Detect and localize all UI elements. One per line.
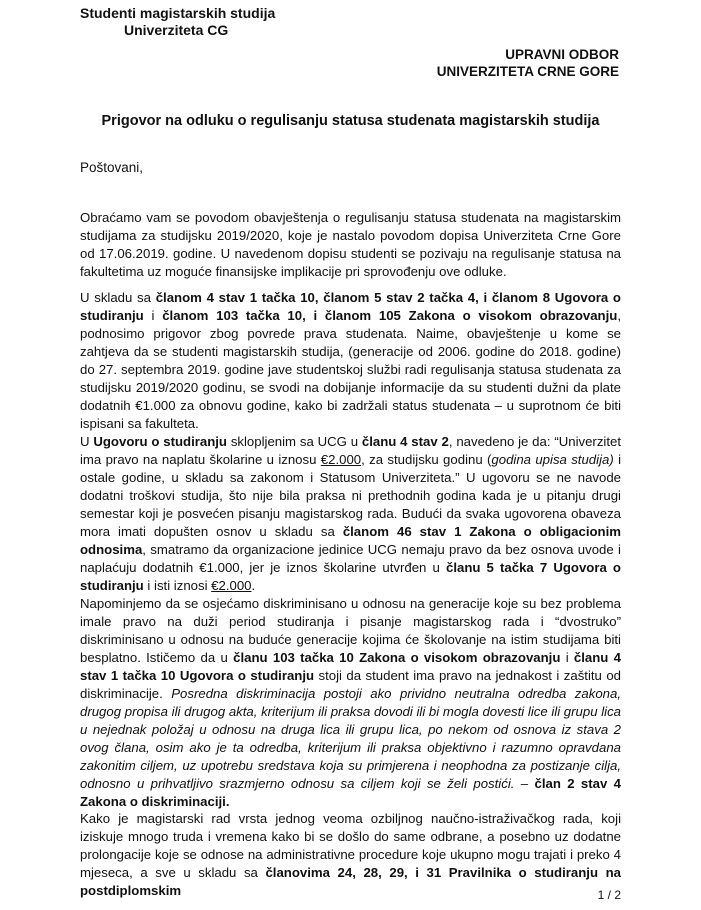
text-run: članom 46 stav 1 Zakona o obligacionim odnosima [80, 524, 621, 557]
text-run: Ugovoru o studiranju [93, 434, 227, 449]
text-run: godina upisa studija) [491, 452, 614, 467]
text-run: . [251, 578, 256, 593]
text-run: , podnosimo prigovor zbog povrede prava studenata. Naime, obavještenje u kome se zahtjeva da se studenti magistarskih studija, (generacije od 2006. godine do 2018. godine) do 27. septembra 2019. godine jave studentskoj službi radi regulisanja statusa studenata za studijsku 2019/2020 godinu, se svodi na dobijanje informacije da su studenti dužni da plate dodatnih €1.000 za obnovu godine, kako bi zadržali status studenata – u suprotnom će biti ispisani sa fakulteta. [80, 308, 621, 431]
text-run: U skladu sa [80, 290, 156, 305]
text-run: U [80, 434, 94, 449]
paragraph-3 [80, 433, 621, 595]
text-run: €2.000 [320, 452, 362, 467]
paragraph-4 [80, 595, 621, 811]
text-run: Posredna diskriminacija postoji ako prividno neutralna odredba zakona, drugog propisa ili drugog akta, kriterijum ili praksa dovodi ili bi mogla dovesti lice ili grupu lica u nejednak položaj u odnosu na druga lica ili grupu lica, po nekom od osnova iz stava 2 ovog člana, osim ako je ta odredba, kriterijum ili praksa objektivno i razumno opravdana zakonitim ciljem, uz upotrebu sredstava koja su primjerena i neophodna za postizanje cilja, odnosno u prihvatljivo srazmjerno odnosu sa ciljem koji se želi postići. [80, 686, 621, 791]
greeting: Poštovani, [80, 160, 144, 175]
text-run: članom 4 stav 1 tačka 10, članom 5 stav 2 tačka 4, i članom 8 Ugovora o studiranju [80, 290, 621, 323]
text-run: , smatramo da organizacione jedinice UCG nemaju pravo da bez osnova uvode i naplaćuju dodatnih €1.000, jer je iznos školarine utvrđen u [80, 542, 621, 575]
sender-line-1: Studenti magistarskih studija [80, 5, 276, 21]
text-run: član 2 stav 4 Zakona o diskriminaciji. [80, 776, 621, 809]
paragraph-5 [80, 810, 621, 900]
recipient-line-1: UPRAVNI ODBOR [505, 47, 619, 62]
text-run: – [514, 776, 535, 791]
paragraph-2 [80, 289, 621, 433]
text-run: Kako je magistarski rad vrsta jednog veoma ozbiljnog naučno-istraživačkog rada, koji iziskuje mnogo truda i vremena kako bi se došlo do same odbrane, a posebno uz dodatne prolongacije koje se odnose na administrativne procedure koje ukupno mogu trajati i preko 4 mjeseca, a sve u skladu sa [80, 811, 621, 880]
recipient-line-2: UNIVERZITETA CRNE GORE [436, 64, 619, 79]
paragraph-1 [80, 209, 621, 281]
text-run: €2.000 [211, 578, 252, 593]
text-run: stoji da student ima pravo na jednakost i zaštitu od diskriminacije. [80, 668, 621, 701]
text-run: članovima 24, 28, 29, i 31 Pravilnika o studiranju na postdiplomskim [80, 865, 621, 898]
text-run: , za studijsku godinu ( [361, 452, 492, 467]
sender-line-2: Univerziteta CG [124, 22, 229, 38]
text-run: sklopljenim sa UCG u [227, 434, 362, 449]
text-run: i [143, 308, 163, 323]
text-run: Obraćamo vam se povodom obavještenja o regulisanju statusa studenata na magistarskim studijama za studijsku 2019/2020, koje je nastalo povodom dopisa Univerziteta Crne Gore od 17.06.2019. godine. U navedenom dopisu studenti se pozivaju na regulisanje statusa na fakultetima uz moguće finansijske implikacije pri sprovođenju ove odluke. [80, 210, 621, 279]
text-run: , navedeno je da: “Univerzitet ima pravo na naplatu školarine u iznosu [80, 434, 622, 467]
text-run: i ostale godine, u skladu sa zakonom i Statusom Univerziteta.” U ugovoru se ne navode dodatni troškovi studija, što nije bila praksa ni prethodnih godina kada je u pitanju drugi semestar koji je posvećen pisanju magistarskog rada. Budući da svaka ugovorena obaveza mora imati dopušten osnov u skladu sa [80, 452, 622, 539]
page-number: 1 / 2 [597, 888, 621, 902]
text-run: članu 5 tačka 7 Ugovora o studiranju [80, 560, 621, 593]
text-run: i [560, 650, 574, 665]
sender-block [80, 5, 275, 39]
text-run: i isti iznosi [143, 578, 212, 593]
text-run: članu 4 stav 2 [361, 434, 449, 449]
recipient-block [437, 46, 619, 80]
text-run: Napominjemo da se osjećamo diskriminisano u odnosu na generacije koje su bez problema imale pravo na duži period studiranja i pisanje magistarskog rada i “dvostruko” diskriminisano u odnosu na buduće generacije kojima će školovanje na istim studijama biti besplatno. Ističemo da u [80, 596, 621, 665]
text-run: članu 103 tačka 10 Zakona o visokom obrazovanju [233, 650, 561, 665]
document-title: Prigovor na odluku o regulisanju statusa studenata magistarskih studija [101, 113, 600, 129]
text-run: članu 4 stav 1 tačka 10 Ugovora o studiranju [80, 650, 621, 683]
text-run: članom 103 tačka 10, i članom 105 Zakona o visokom obrazovanju [162, 308, 618, 323]
